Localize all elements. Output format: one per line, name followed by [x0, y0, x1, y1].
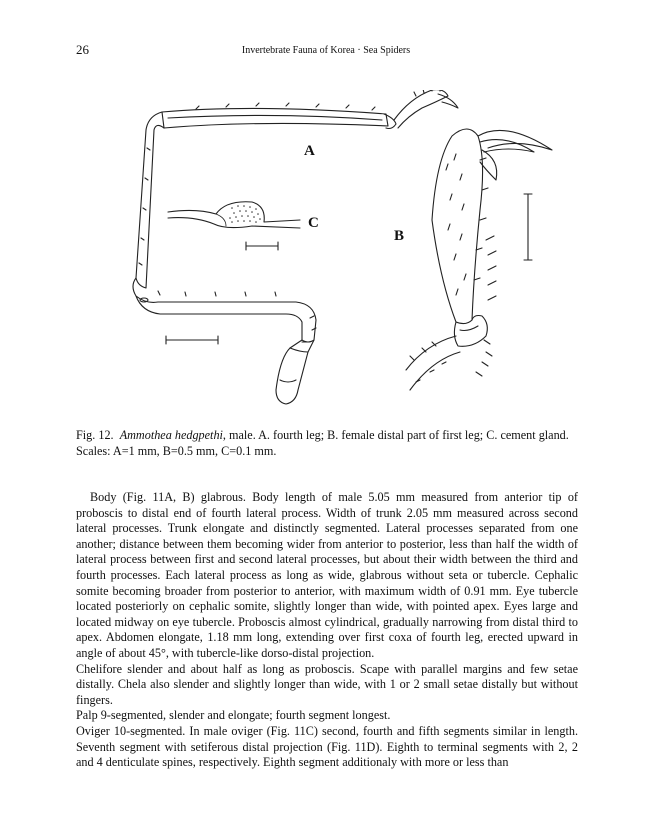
caption-species: Ammothea hedgpethi	[119, 428, 223, 442]
figure-12	[76, 90, 576, 410]
caption-rest: , male. A. fourth leg; B. female distal part of first leg; C. cement gland.	[222, 428, 569, 442]
figure-label-a: A	[304, 143, 315, 159]
figure-drawing	[76, 90, 576, 410]
body-text	[76, 490, 578, 771]
page-number: 26	[76, 42, 89, 57]
caption-line-1	[76, 427, 578, 443]
figure-caption	[76, 427, 578, 459]
paragraph-palp: Palp 9-segmented, slender and elongate; fourth segment longest.	[76, 708, 391, 723]
paragraph-oviger: Oviger 10-segmented. In male oviger (Fig. 11C) second, fourth and fifth segments similar in length. Seventh segment with setiferous distal projection (Fig. 11D). Eighth to terminal segments with 2, 2 and 4 denticulate spines, respectively. Eighth segment additionaly with more or less than	[76, 723, 578, 770]
caption-prefix: Fig. 12.	[76, 428, 114, 442]
drawing-c-cement-gland	[168, 202, 300, 228]
figure-label-c: C	[308, 215, 319, 231]
scale-bar-c	[246, 242, 278, 250]
running-head: Invertebrate Fauna of Korea · Sea Spiders	[241, 45, 411, 56]
figure-label-b: B	[394, 228, 405, 244]
paragraph-body: Body (Fig. 11A, B) glabrous. Body length of male 5.05 mm measured from anterior tip of proboscis to distal end of fourth lateral process. Width of trunk 2.05 mm measured across second lateral processes. Trunk elongate and distinctly segmented. Lateral processes separated from one another; distance between them becoming wider from anterior to posterior, less than half the width of lateral process between first and second lateral processes, but about their width between the third and fourth processes. Each lateral process as long as wide, glabrous without seta or tubercle. Cephalic somite becoming broader from posterior to anterior, with maximum width of 0.91 mm. Eye tubercle located posteriorly on cephalic somite, slightly longer than wide, with pointed apex. Eyes large and located midway on eye tubercle. Proboscis almost cylindrical, gradually narrowing from distal third to apex. Abdomen elongate, 1.18 mm long, extending over first coxa of fourth leg, erected upward in angle of about 45°, with tubercle-like dorso-distal projection.	[76, 490, 578, 660]
scale-bar-a	[166, 336, 218, 344]
drawing-a-fourth-leg	[133, 90, 458, 404]
paragraph-chelifore: Chelifore slender and about half as long as proboscis. Scape with parallel margins and few setae distally. Chela also slender and slightly longer than wide, with 1 or 2 small setae distally but without fingers.	[76, 661, 578, 707]
scale-bar-b	[524, 194, 532, 260]
caption-line-2: Scales: A=1 mm, B=0.5 mm, C=0.1 mm.	[76, 444, 277, 458]
